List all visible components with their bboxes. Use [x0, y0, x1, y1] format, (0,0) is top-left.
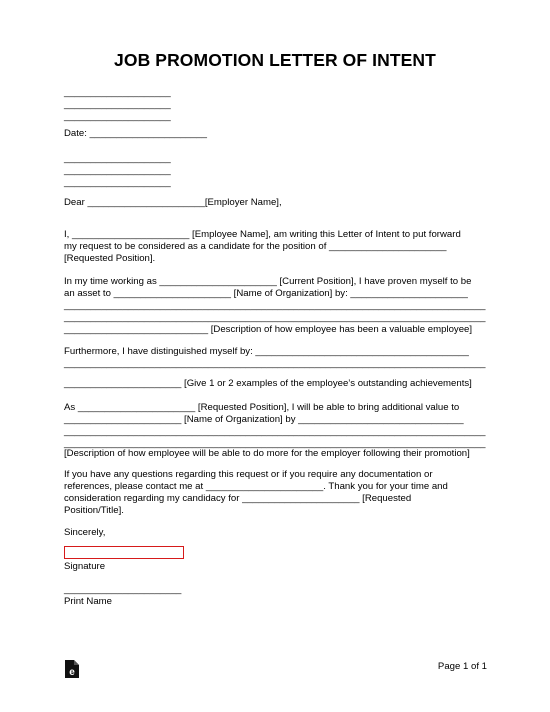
print-name-line: ______________________	[64, 584, 182, 595]
sender-line-2: ____________________	[64, 99, 171, 110]
para1-line-3: [Requested Position].	[64, 253, 156, 264]
signature-field[interactable]	[64, 546, 184, 559]
para4-line-3: _______________________________________________________________________________	[64, 426, 486, 437]
para1-line-2: my request to be considered as a candidate for the position of ______________________	[64, 241, 447, 252]
date-line: Date: ______________________	[64, 128, 207, 139]
para5-line-1: If you have any questions regarding this request or if you require any documentation or	[64, 469, 433, 480]
signature-label: Signature	[64, 561, 106, 572]
page-title: JOB PROMOTION LETTER OF INTENT	[114, 50, 436, 70]
para1-line-1: I, ______________________ [Employee Name], am writing this Letter of Intent to put forward	[64, 229, 461, 240]
svg-text:e: e	[69, 667, 75, 678]
sender-line-1: ____________________	[64, 87, 171, 98]
para3-line-1: Furthermore, I have distinguished myself by: ________________________________________	[64, 346, 469, 357]
recipient-line-3: ____________________	[64, 177, 171, 188]
para2-line-2: an asset to ______________________ [Name of Organization] by: ______________________	[64, 288, 468, 299]
para3-line-2: _______________________________________________________________________________	[64, 358, 486, 369]
para4-line-1: As ______________________ [Requested Position], I will be able to bring additional value to	[64, 402, 460, 413]
para4-line-5: [Description of how employee will be able to do more for the employer following their promotion]	[64, 448, 470, 459]
para5-line-3: consideration regarding my candidacy for ______________________ [Requested	[64, 493, 412, 504]
para3-line-3: ______________________ [Give 1 or 2 examples of the employee’s outstanding achievements]	[64, 378, 472, 389]
para5-line-2: references, please contact me at ______________________. Thank you for your time and	[64, 481, 448, 492]
para5-line-4: Position/Title].	[64, 505, 124, 516]
para2-line-1: In my time working as ______________________ [Current Position], I have proven myself to be	[64, 276, 472, 287]
para2-line-4: _______________________________________________________________________________	[64, 312, 486, 323]
recipient-line-1: ____________________	[64, 153, 171, 164]
page-number: Page 1 of 1	[437, 661, 487, 672]
para4-line-4: _______________________________________________________________________________	[64, 438, 486, 449]
recipient-line-2: ____________________	[64, 165, 171, 176]
print-name-label: Print Name	[64, 596, 112, 607]
eforms-logo-icon	[64, 659, 80, 679]
para2-line-3: _______________________________________________________________________________	[64, 300, 486, 311]
closing: Sincerely,	[64, 527, 106, 538]
salutation: Dear ______________________[Employer Name],	[64, 197, 282, 208]
sender-line-3: ____________________	[64, 111, 171, 122]
para4-line-2: ______________________ [Name of Organization] by _______________________________	[64, 414, 464, 425]
para2-line-5: ___________________________ [Description of how employee has been a valuable employee]	[64, 324, 473, 335]
